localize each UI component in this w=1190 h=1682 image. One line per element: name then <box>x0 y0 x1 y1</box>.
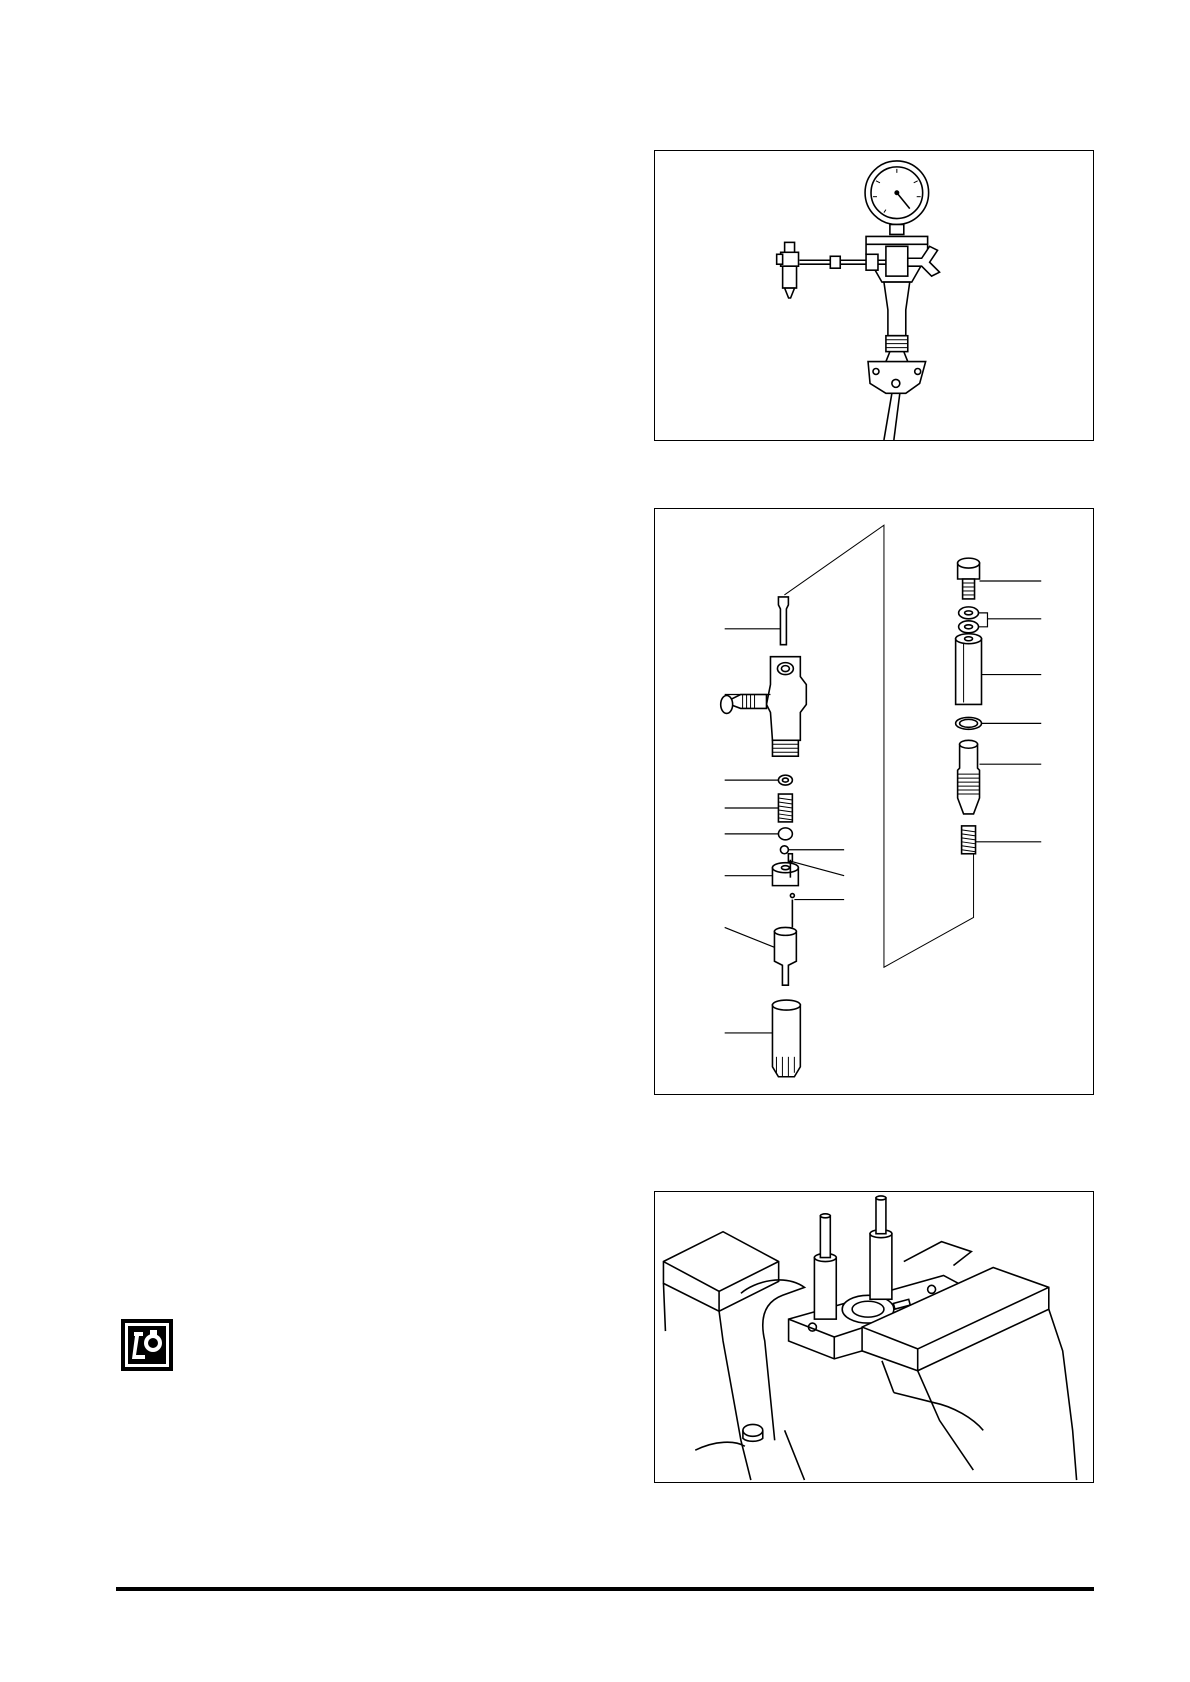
footer-rule <box>116 1587 1094 1591</box>
injector-tester-illustration <box>655 151 1093 440</box>
injector-in-vice-illustration <box>655 1192 1093 1482</box>
injector-exploded-view-illustration <box>655 509 1093 1094</box>
special-tool-icon <box>121 1319 173 1371</box>
injector-exploded-view-figure <box>654 508 1094 1095</box>
injector-tester-figure <box>654 150 1094 441</box>
injector-in-vice-figure <box>654 1191 1094 1483</box>
